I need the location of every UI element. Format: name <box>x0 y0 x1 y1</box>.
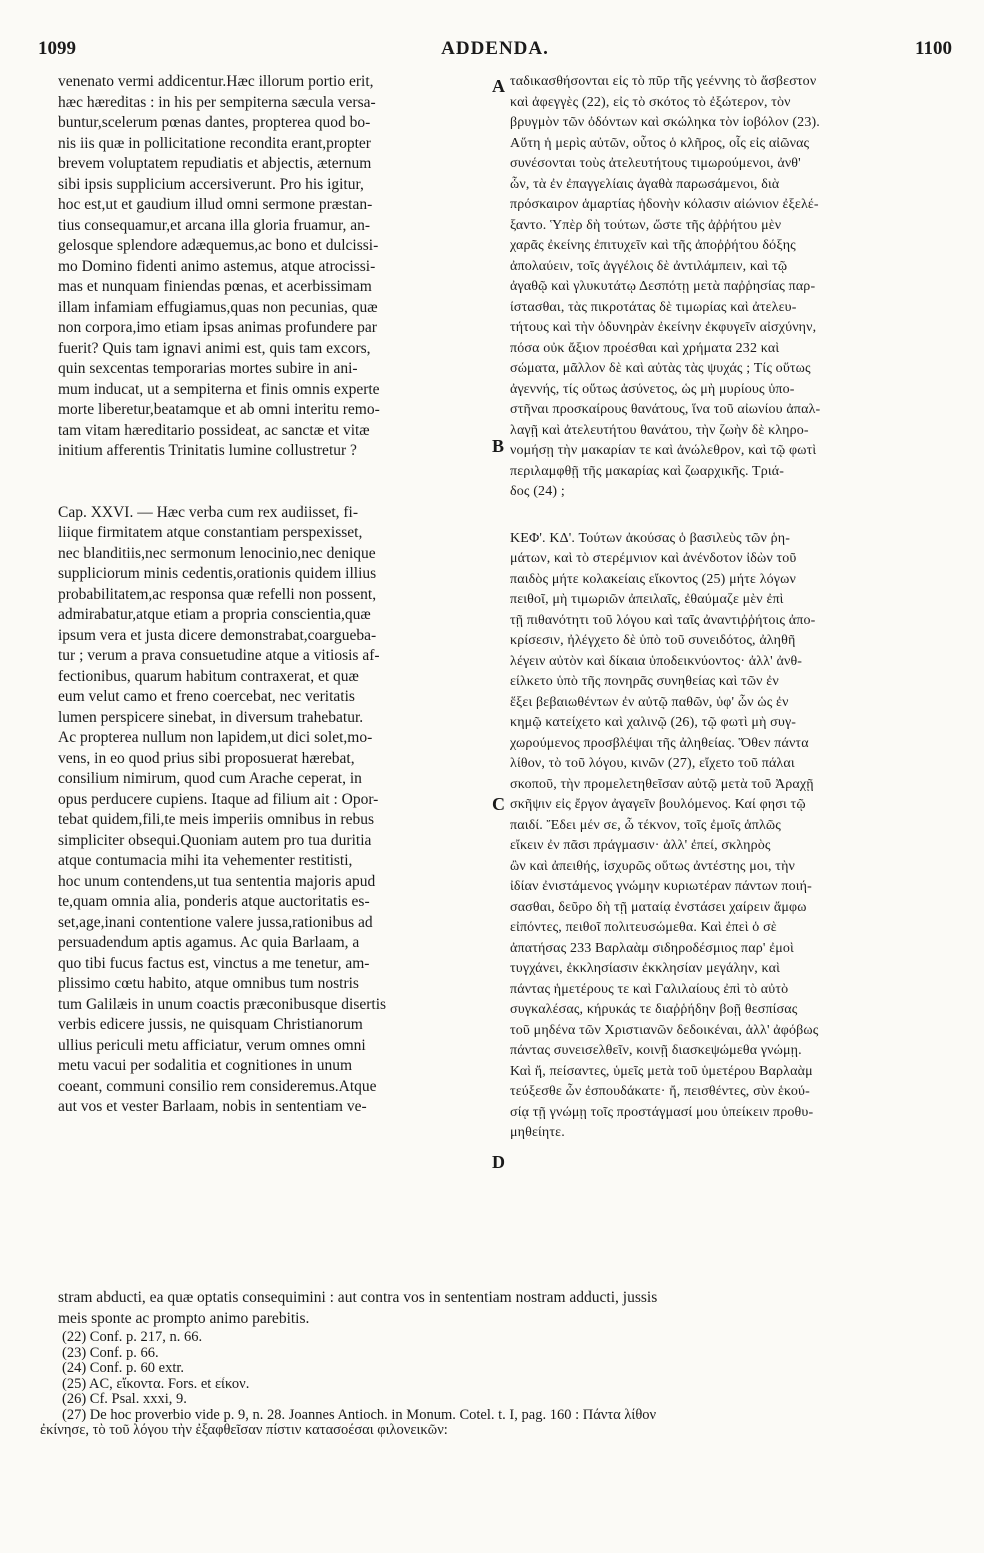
latin-text-line: metu vacui per sodalitia et cognitiones in unum <box>58 1057 353 1074</box>
greek-text-line: ΚΕΦ'. ΚΔ'. Τούτων ἀκούσας ὁ βασιλεὺς τῶν ῥη- <box>510 530 791 546</box>
greek-text-line: τυγχάνει, ἐκκλησίασιν ἐκκλησίαν μεγάλην, καὶ <box>510 961 781 976</box>
greek-text-line: ἀπατήσας 233 Βαρλαὰμ σιδηροδέσμιος παρ' ἐμοὶ <box>510 940 794 956</box>
greek-text-line: ἕξει βεβαιωθέντων ἐν αὐτῷ παθῶν, ὑφ' ὧν ὡς ἐν <box>510 694 789 710</box>
latin-text-line: set,age,inani contentione valere jussa,rationibus ad <box>58 913 373 931</box>
latin-text-line: Cap. XXVI. — Hæc verba cum rex audiisset, fi- <box>58 503 359 521</box>
greek-text-line: νομήσῃ τὴν μακαρίαν τε καὶ ἀνώλεθρον, καὶ τῷ φωτὶ <box>510 443 817 458</box>
latin-text-line: eum velut camo et freno coercebat, nec veritatis <box>58 688 355 705</box>
latin-text-line: brevem voluptatem repudiatis et abjectis, æternum <box>58 155 372 172</box>
greek-text-line: σκῆψιν εἰς ἔργον ἀγαγεῖν βουλόμενος. Καί φησι τῷ <box>510 797 806 812</box>
greek-text-line: περιλαμφθῇ τῆς μακαρίας καὶ ζωαρχικῆς. Τριά- <box>510 463 785 479</box>
latin-text-line: gelosque splendore adæquemus,ac bono et dulcissi- <box>58 237 379 254</box>
greek-text-line: πειθοῖ, μὴ τιμωριῶν ἀπειλαῖς, ἐθαύμαζε μὲν ἐπὶ <box>510 592 784 607</box>
greek-text-line: λέγειν αὐτὸν καὶ δίκαια ὑποδεικνύοντος· ἀλλ' ἀνθ- <box>510 653 803 669</box>
footnote: (22) Conf. p. 217, n. 66. <box>62 1330 203 1345</box>
running-title: ADDENDA. <box>441 38 549 59</box>
latin-text-line: morte liberetur,beatamque et ab omni interitu remo- <box>58 401 380 418</box>
greek-text-line: ὧν, τὰ ἐν ἐπαγγελίαις ἀγαθὰ παρωσάμενοι, διὰ <box>510 176 780 192</box>
greek-text-line: πόσα οὐκ ἄξιον προέσθαι καὶ χρήματα 232 καὶ <box>510 340 780 356</box>
latin-text-line: illam infamiam effugiamus,quas non pecunias, quæ <box>58 298 378 316</box>
latin-text-line: ipsum vera et justa dicere demonstrabat,coarguеba- <box>58 626 377 644</box>
greek-text-line: σκοποῦ, τὴν προμελετηθεῖσαν αὐτῷ μετὰ τοῦ Ἀραχῇ <box>510 776 814 792</box>
margin-marker-a: A <box>492 76 505 96</box>
latin-text-line: simpliciter obsequi.Quoniam autem pro tua duritia <box>58 831 372 849</box>
greek-text-line: κημῷ κατείχετο καὶ χαλινῷ (26), τῷ φωτὶ μὴ συγ- <box>510 715 797 730</box>
latin-text-line: vens, in eo quod prius sibi proposuerat hærebat, <box>58 749 355 767</box>
margin-marker-c: C <box>492 794 505 814</box>
page-number-right: 1100 <box>915 38 952 59</box>
greek-text-line: σασθαι, δεῦρο δὴ τῇ ματαίᾳ ἐνστάσει χαίρειν ἄμφω <box>510 899 807 915</box>
greek-text-line: τεύξεσθε ὧν ἐσπουδάκατε· ἤ, πεισθέντες, σὺν ἑκού- <box>510 1084 810 1099</box>
latin-text-line: tam vitam hæreditario possideat, ac sanctæ et vitæ <box>58 421 370 439</box>
bottom-line-2: meis sponte ac prompto animo parebitis. <box>58 1309 310 1327</box>
latin-text-line: te,quam omnia alia, ponderis atque auctoritatis es- <box>58 893 370 910</box>
latin-text-line: hoc est,ut et gaudium illud omni sermone præstan- <box>58 196 373 213</box>
latin-text-line: ullius periculi metu afficiatur, verum omnes omni <box>58 1036 366 1054</box>
greek-text-line: συγκαλέσας, κήρυκάς τε διαῤῥήδην βοῇ θεσπίσας <box>510 1002 798 1017</box>
latin-text-line: consilium nimirum, quod cum Arache ceperat, in <box>58 770 362 787</box>
latin-text-line: nec blanditiis,nec sermonum lenocinio,nec denique <box>58 544 376 562</box>
latin-text-line: mum inducat, ut a sempiterna et finis omnis experte <box>58 380 380 398</box>
section-gap <box>58 462 490 503</box>
greek-text-line: κρίσεσιν, ἠλέγχετο δὲ ὑπὸ τοῦ συνειδότος, ἀληθῆ <box>510 633 796 648</box>
latin-text-line: lumen perspicere sinebat, in diversum trahebatur. <box>58 708 364 726</box>
latin-text-line: nis iis quæ in pollicitatione recondita erant,propter <box>58 134 371 152</box>
greek-text-line: χαρᾶς ἐκείνης ἐπιτυχεῖν καὶ τῆς ἀποῤῥήτου δόξης <box>510 238 796 253</box>
greek-text-line: ὢν καὶ ἀπειθής, ἰσχυρῶς οὕτως ἀντέστης μοι, τὴν <box>510 858 796 874</box>
page-number-left: 1099 <box>38 38 76 59</box>
footnote: (25) AC, εἴκοντα. Fors. et εἶκον. <box>62 1376 250 1392</box>
latin-text-line: tebat quidem,fili,te meis imperiis omnibus in rebus <box>58 811 374 828</box>
greek-text-line: τήτους καὶ τὴν ὀδυνηρὰν ἐκείνην ἐκφυγεῖν αἰσχύνην, <box>510 320 817 335</box>
latin-text-line: opus perducere cupiens. Itaque ad filium ait : Opor- <box>58 790 379 808</box>
footnote: ἐκίνησε, τὸ τοῦ λόγου τὴν ἐξαφθεῖσαν πίστιν κατασοέσαι φιλονεικῶν: <box>40 1423 448 1438</box>
latin-text-line: hoc unum contendens,ut tua sententia majoris apud <box>58 872 376 890</box>
greek-text-line: μηθείητε. <box>510 1125 565 1140</box>
latin-text-line: sibi ipsis supplicium accersiverunt. Pro his igitur, <box>58 175 364 193</box>
latin-text-line: liique firmitatem atque constantiam perspexisset, <box>58 524 363 541</box>
greek-text-line: στῆναι προσκαίρους θανάτους, ἵνα τοῦ αἰωνίου ἀπαλ- <box>510 402 821 417</box>
margin-marker-b: B <box>492 436 505 456</box>
latin-text-line: tum Galilæis in unum coactis præconibusque disertis <box>58 995 387 1013</box>
greek-text-line: ἀγαθῷ καὶ γλυκυτάτῳ Δεσπότῃ μετὰ παῤῥησίας παρ- <box>510 279 816 294</box>
greek-text-line: εἴκειν ἐν πᾶσι πράγμασιν· ἀλλ' ἐπεί, σκληρὸς <box>510 838 771 853</box>
greek-text-line: πάντας ἡμετέρους τε καὶ Γαλιλαίους ἐπὶ τὸ αὐτὸ <box>510 981 789 997</box>
footnote: (23) Conf. p. 66. <box>62 1345 159 1361</box>
latin-text-line: fectionibus, quarum habitum contraxerat, et quæ <box>58 667 359 685</box>
greek-text-line: παιδὸς μήτε κολακείαις εἴκοντος (25) μήτε λόγων <box>510 571 796 587</box>
latin-text-line: suppliciorum minis cedentis,orationis quidem illius <box>58 565 377 582</box>
latin-text-line: coeant, communi consilio rem consideremus.Atque <box>58 1077 377 1095</box>
greek-text-line: καὶ ἀφεγγὲς (22), εἰς τὸ σκότος τὸ ἐξώτερον, τὸν <box>510 94 791 110</box>
greek-text-line: λαγῇ καὶ ἀτελευτήτου θανάτου, τὴν ζωὴν δὲ κληρο- <box>510 422 809 438</box>
latin-text-line: persuadendum aptis agamus. Ac quia Barlaam, a <box>58 934 360 951</box>
latin-text-line: plissimo cœtu habito, atque omnibus tum nostris <box>58 975 359 992</box>
greek-text-line: πρόσκαιρον ἁμαρτίας ἡδονὴν κόλασιν αἰώνιον ἐξελέ- <box>510 197 819 212</box>
greek-text-line: είλκετο ὑπὸ τῆς πονηρᾶς συνηθείας καὶ τῶν ἐν <box>510 674 779 689</box>
greek-text-line: λίθον, τὸ τοῦ λόγου, κινῶν (27), εἴχετο τοῦ πάλαι <box>510 756 795 771</box>
latin-text-line: aut vos et vester Barlaam, nobis in sententiam ve- <box>58 1098 367 1115</box>
latin-text-line: atque contumacia mihi ita vehementer restitisti, <box>58 852 353 869</box>
greek-text-line: δος (24) ; <box>510 484 565 499</box>
latin-text-line: quo tibi fucus factus est, vinctus a me tenetur, am- <box>58 954 370 972</box>
latin-text-line: mas et nunquam finiendas pœnas, et acerbissimam <box>58 278 372 295</box>
bottom-line-1: stram abducti, ea quæ optatis consequimini : aut contra vos in sententiam nostram adducti, jussis <box>58 1289 658 1306</box>
greek-text-line: εἰπόντες, πειθοῖ πολιτευσώμεθα. Καὶ ἐπεὶ ὁ σὲ <box>510 920 777 935</box>
greek-column <box>510 72 950 1144</box>
greek-text-line: χωρούμενος προσβλέψαι τῆς ἀληθείας. Ὅθεν πάντα <box>510 735 809 751</box>
footnote: (26) Cf. Psal. xxxi, 9. <box>62 1392 187 1407</box>
greek-text-line: σώματα, μᾶλλον δὲ καὶ αὐτὰς τὰς ψυχάς ; Τίς οὕτως <box>510 361 811 376</box>
latin-text-line: fuerit? Quis tam ignavi animi est, quis tam excors, <box>58 339 371 357</box>
greek-text-line: ἰδίαν ἐνιστάμενος γνώμην κυριωτέραν πάντων ποιή- <box>510 879 812 894</box>
latin-text-line: admirabatur,atque etiam a propria conscientia,quæ <box>58 606 371 623</box>
greek-text-line: μάτων, καὶ τὸ στερέμνιον καὶ ἀνένδοτον ἰδὼν τοῦ <box>510 551 797 566</box>
greek-text-line: ίστασθαι, τὰς πικροτάτας δὲ τιμωρίας καὶ ἀτελευ- <box>510 299 797 315</box>
latin-text-line: Ac propterea nullum non lapidem,ut dici solet,mo- <box>58 729 373 746</box>
greek-text-line: συνέσονται τοὺς ἀτελευτήτους τιμωρούμενοι, ἀνθ' <box>510 156 801 171</box>
greek-text-line: σίᾳ τῇ γνώμῃ τοῖς προστάγμασί μου ὑπείκειν προθυ- <box>510 1104 814 1120</box>
latin-text-line: tius consequamur,et arcana illa gloria fruamur, an- <box>58 216 371 234</box>
latin-text-line: mo Domino fidenti animo astemus, atque atrocissi- <box>58 257 376 275</box>
greek-text-line: ἀπολαύειν, τοῖς ἀγγέλοις δὲ ἀντιλάμπειν, καὶ τῷ <box>510 258 788 274</box>
latin-text-line: probabilitatem,ac responsa quæ refelli non possent, <box>58 585 377 603</box>
greek-text-line: τῇ πιθανότητι τοῦ λόγου καὶ ταῖς ἀναντιῤῥήτοις ἀπο- <box>510 612 816 628</box>
latin-text-line: tur ; verum a prava consuetudine atque a vitiosis af- <box>58 647 380 664</box>
latin-text-line: initium afferentis Trinitatis lumine collustretur ? <box>58 442 357 459</box>
latin-text-line: verbis edicere jussis, ne quisquam Christianorum <box>58 1016 363 1033</box>
page-header <box>38 38 952 66</box>
latin-text-line: buntur,scelerum pœnas dantes, propterea quod bo- <box>58 114 371 131</box>
margin-marker-d: D <box>492 1152 505 1172</box>
greek-text-line: ξαντο. Ὑπὲρ δὴ τούτων, ὥστε τῆς ἀῤῥήτου μὲν <box>510 217 782 233</box>
greek-text-line: παιδί. Ἔδει μέν σε, ὦ τέκνον, τοῖς ἐμοῖς ἁπλῶς <box>510 817 781 833</box>
latin-text-line: hæc hæreditas : in his per sempiterna sæcula versa- <box>58 93 376 111</box>
latin-column <box>58 72 490 1118</box>
greek-text-line: τοῦ μηδένα τῶν Χριστιανῶν δεδοικέναι, ἀλλ' ἀφόβως <box>510 1022 819 1038</box>
greek-text-line: πάντας συνεισελθεῖν, κοινῇ διασκεψώμεθα γνώμῃ. <box>510 1043 802 1058</box>
latin-text-line: venenato vermi addicentur.Hæc illorum portio erit, <box>58 73 374 90</box>
bottom-text <box>58 1288 958 1329</box>
greek-text-line: βρυγμὸν τῶν ὀδόντων καὶ σκώληκα τὸν ἰοβόλον (23). <box>510 115 820 130</box>
greek-text-line: Αὕτη ἡ μερὶς αὐτῶν, οὗτος ὁ κλῆρος, οἷς εἰς αἰῶνας <box>510 135 810 151</box>
footnote: (27) De hoc proverbio vide p. 9, n. 28. Joannes Antioch. in Monum. Cotel. t. I, pag. 160 : Πάντα λίθον <box>62 1407 657 1423</box>
latin-text-line: non corpora,imo etiam ipsas animas profundere par <box>58 319 377 336</box>
footnote: (24) Conf. p. 60 extr. <box>62 1361 185 1376</box>
section-gap <box>510 503 950 529</box>
greek-text-line: ἀγεννής, τίς οὕτως ἀσύνετος, ὡς μὴ μυρίους ὑπο- <box>510 381 795 397</box>
footnotes <box>40 1330 952 1439</box>
greek-text-line: ταδικασθήσονται εἰς τὸ πῦρ τῆς γεέννης τὸ ἄσβεστον <box>510 74 817 89</box>
latin-text-line: quin sexcentas temporarias mortes subire in ani- <box>58 360 358 377</box>
greek-text-line: Καὶ ἤ, πείσαντες, ὑμεῖς μετὰ τοῦ ὑμετέρου Βαρλαὰμ <box>510 1063 813 1079</box>
